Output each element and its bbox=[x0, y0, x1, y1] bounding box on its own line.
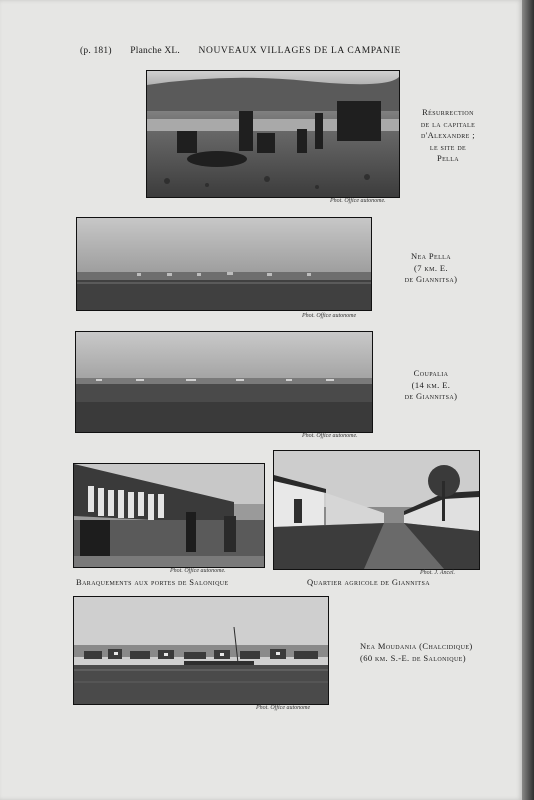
caption-coupalia bbox=[396, 368, 466, 403]
photo-credit: Phot. Office autonome. bbox=[330, 198, 386, 204]
caption-baraquements bbox=[76, 577, 229, 589]
caption-quartier-agricole bbox=[307, 577, 430, 589]
caption-line: le site de bbox=[429, 141, 467, 152]
page-edge bbox=[522, 0, 534, 800]
photo-credit: Phot. Office autonome bbox=[256, 705, 311, 711]
caption-line: Nea Pella bbox=[411, 251, 451, 261]
photo-coupalia bbox=[75, 331, 373, 433]
caption-line: Quartier agricole de Giannitsa bbox=[307, 577, 430, 587]
photo-quartier-agricole bbox=[273, 450, 480, 570]
caption-line: (14 km. E. bbox=[411, 379, 451, 390]
photo-nea-moudania bbox=[73, 596, 329, 705]
photo-credit: Phot. Office autonome bbox=[302, 313, 357, 319]
caption-line: Résurrection bbox=[422, 107, 474, 117]
caption-line: de Giannitsa) bbox=[404, 274, 458, 284]
photo-credit: Phot. Office autonome. bbox=[302, 433, 358, 439]
page-reference: (p. 181) bbox=[80, 46, 112, 56]
photo-pella-site bbox=[146, 70, 400, 198]
caption-line: Baraquements aux portes de Salonique bbox=[76, 577, 229, 587]
caption-line: de la capitale bbox=[420, 118, 476, 129]
caption-line: Coupalia bbox=[413, 368, 449, 378]
page-header bbox=[80, 46, 417, 56]
caption-line: Pella bbox=[436, 153, 460, 163]
caption-nea-pella bbox=[396, 251, 466, 286]
photo-nea-pella bbox=[76, 217, 372, 311]
photo-credit: Phot. Office autonome. bbox=[170, 568, 226, 574]
photo-baraquements bbox=[73, 463, 265, 568]
caption-line: de Giannitsa) bbox=[404, 391, 458, 401]
caption-nea-moudania bbox=[360, 641, 473, 664]
caption-line: (7 km. E. bbox=[413, 262, 449, 273]
photo-credit: Phot. J. Ancel. bbox=[420, 570, 456, 576]
plate-title: NOUVEAUX VILLAGES DE LA CAMPANIE bbox=[198, 46, 401, 56]
caption-line: (60 km. S.-E. de Salonique) bbox=[360, 652, 466, 663]
caption-line: d'Alexandre ; bbox=[420, 130, 476, 140]
caption-line: Nea Moudania (Chalcidique) bbox=[360, 641, 473, 651]
caption-pella bbox=[408, 107, 488, 165]
plate-number: Planche XL. bbox=[130, 46, 180, 56]
